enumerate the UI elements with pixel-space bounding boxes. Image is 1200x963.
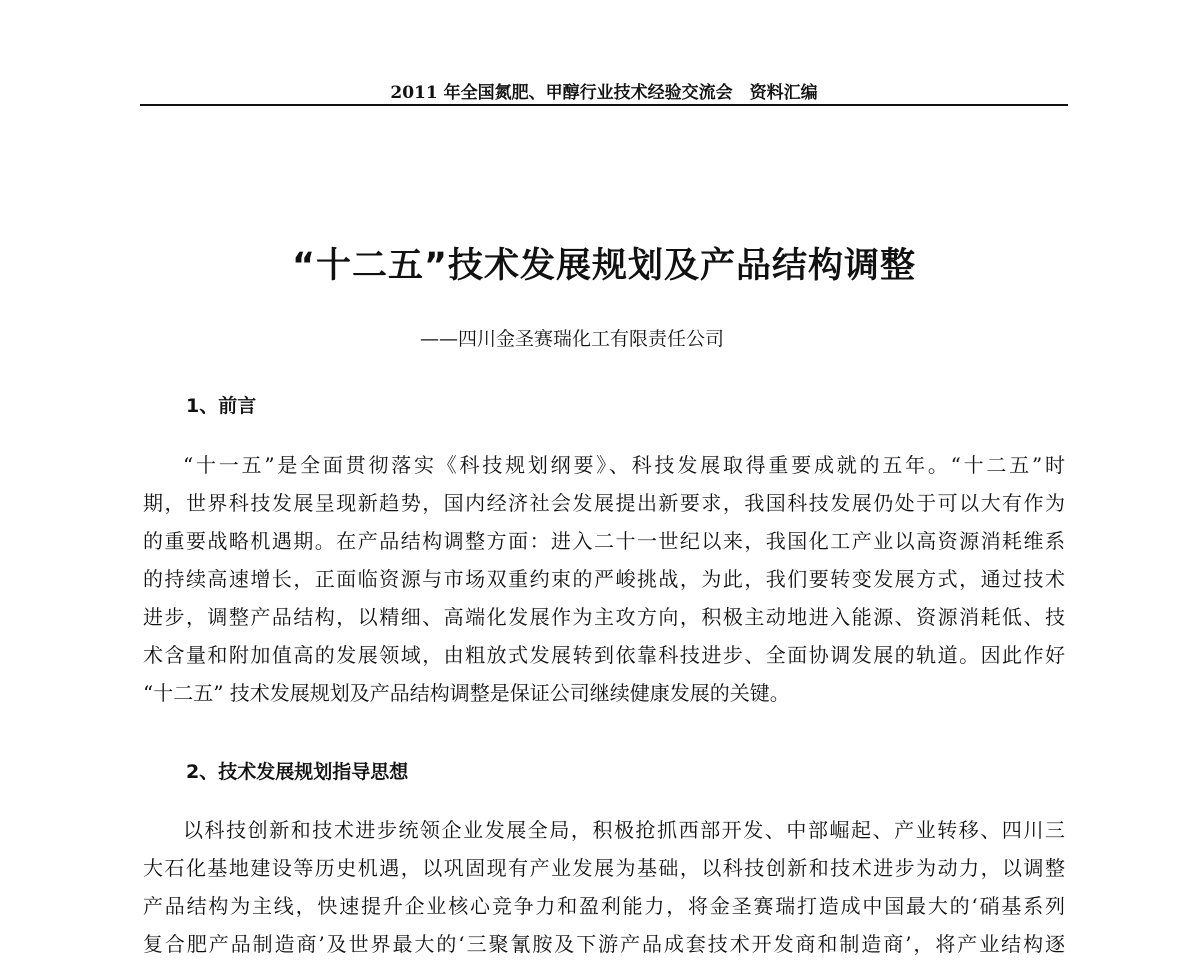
paragraph-line: 术含量和附加值高的发展领域，由粗放式发展转到依靠科技进步、全面协调发展的轨道。因此作好 — [143, 643, 1065, 667]
document-title: “十二五”技术发展规划及产品结构调整 — [291, 246, 916, 286]
section-paragraph-guiding-principles — [143, 811, 1065, 963]
paragraph-line: 的重要战略机遇期。在产品结构调整方面：进入二十一世纪以来，我国化工产业以高资源消耗维系 — [143, 529, 1065, 553]
header-rule — [140, 104, 1068, 106]
paragraph-line: 的持续高速增长，正面临资源与市场双重约束的严峻挑战，为此，我们要转变发展方式，通过技术 — [143, 567, 1065, 591]
section-heading-preface: 1、前言 — [186, 395, 257, 417]
paragraph-line: 以科技创新和技术进步统领企业发展全局，积极抢抓西部开发、中部崛起、产业转移、四川三 — [183, 818, 1065, 842]
paragraph-line: “十二五” 技术发展规划及产品结构调整是保证公司继续健康发展的关键。 — [143, 681, 790, 705]
paragraph-line: 期，世界科技发展呈现新趋势，国内经济社会发展提出新要求，我国科技发展仍处于可以大有作为 — [143, 491, 1065, 515]
section-paragraph-preface — [143, 446, 1065, 712]
paragraph-line: 复合肥产品制造商’及世界最大的‘三聚氰胺及下游产品成套技术开发商和制造商’，将产业结构逐 — [143, 932, 1065, 956]
paragraph-line: “十一五”是全面贯彻落实《科技规划纲要》、科技发展取得重要成就的五年。“十二五”时 — [183, 453, 1065, 477]
document-subtitle: ——四川金圣赛瑞化工有限责任公司 — [420, 328, 725, 350]
paragraph-line: 进步，调整产品结构，以精细、高端化发展作为主攻方向，积极主动地进入能源、资源消耗低、技 — [143, 605, 1065, 629]
section-heading-guiding-principles: 2、技术发展规划指导思想 — [186, 761, 409, 783]
running-header: 2011 年全国氮肥、甲醇行业技术经验交流会 资料汇编 — [390, 83, 818, 103]
paragraph-line: 产品结构为主线，快速提升企业核心竞争力和盈利能力，将金圣赛瑞打造成中国最大的‘硝基系列 — [143, 894, 1065, 918]
paragraph-line: 大石化基地建设等历史机遇，以巩固现有产业发展为基础，以科技创新和技术进步为动力，以调整 — [143, 856, 1065, 880]
